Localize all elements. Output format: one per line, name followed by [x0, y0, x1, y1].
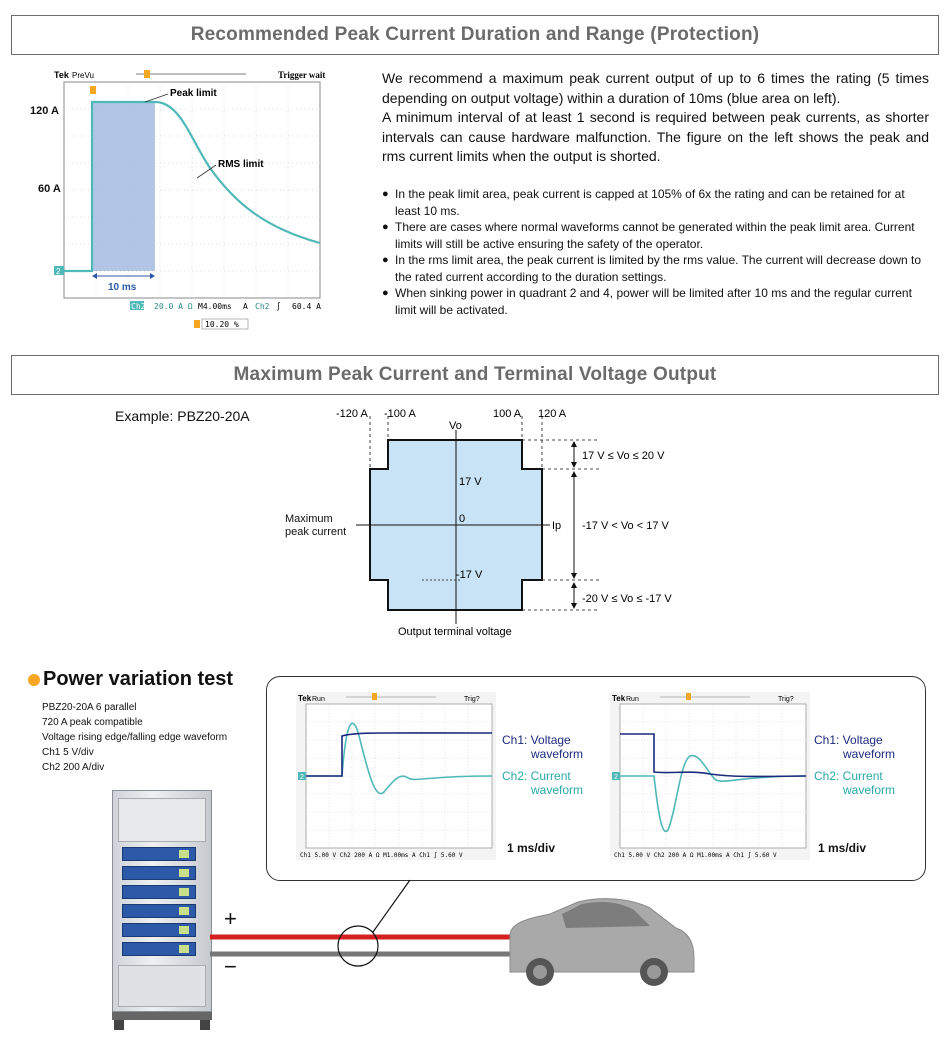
scope-falling-edge [610, 692, 810, 860]
max-peak-line2: peak current [285, 526, 347, 538]
probe-circle [338, 926, 378, 966]
bullet-item: ● When sinking power in quadrant 2 and 4, power will be limited after 10 ms and the regular current limit will be activated. [382, 285, 929, 318]
ip-label: Ip [552, 520, 562, 532]
rack-bottom-panel [118, 965, 206, 1007]
label-120: 120 A [538, 408, 567, 420]
rack-module [122, 885, 196, 899]
scope-b-mode: Run [626, 696, 639, 703]
max-peak-label [285, 513, 346, 539]
scope-b-trig: Trig? [778, 696, 794, 703]
rack-module [122, 904, 196, 918]
footer-ch: Ch2 [131, 302, 146, 311]
section-header-max-peak [11, 355, 939, 395]
y-label-120: 120 A [30, 105, 59, 117]
bullet-item: ● There are cases where normal waveforms cannot be generated within the peak limit area. Current limits will still be active ensuring the safety of the operator. [382, 219, 929, 252]
car-icon [510, 899, 694, 986]
label-100: 100 A [493, 408, 522, 420]
scope-a-brand: Tek [298, 694, 312, 703]
rack-module [122, 847, 196, 861]
y-label-60: 60 A [38, 183, 61, 195]
spec-item: Voltage rising edge/falling edge waveform [42, 732, 228, 743]
section-header-peak-current [11, 15, 939, 55]
spec-item: Ch2 200 A/div [42, 762, 105, 773]
scope-b-marker: 2 [614, 774, 618, 781]
legend-ch1-line2: waveform [531, 747, 584, 761]
footer-ch2: Ch2 [255, 302, 270, 311]
minus-sign: − [224, 954, 237, 979]
bullet-item: ● In the rms limit area, the peak current is limited by the rms value. The current will decrease down to the rated current according to the duration settings. [382, 252, 929, 285]
scope-a-mode: Run [312, 696, 325, 703]
spec-list [42, 700, 227, 775]
scope-trigger: Trigger wait [278, 70, 326, 80]
legend-ch2-b [814, 769, 895, 797]
scope-b-brand: Tek [612, 694, 626, 703]
scope-brand: Tek [54, 70, 69, 80]
cable-and-car-illustration [210, 872, 710, 1012]
label-neg120: -120 A [336, 408, 368, 420]
section-title: Maximum Peak Current and Terminal Voltage Output [233, 364, 717, 385]
legend-ch2-line2: waveform [531, 783, 584, 797]
vneg17-label: -17 V [456, 569, 483, 581]
scope-a-footer: Ch1 5.00 V Ch2 200 A Ω M1.00ms A Ch1 ∫ 5.60 V [300, 852, 463, 859]
range-bot-label: -20 V ≤ Vo ≤ -17 V [582, 593, 672, 605]
section-title: Recommended Peak Current Duration and Range (Protection) [190, 24, 760, 45]
timebase-a: 1 ms/div [507, 841, 556, 855]
legend-ch2-a [502, 769, 583, 797]
peak-limit-area [92, 103, 155, 271]
label-neg100: -100 A [384, 408, 416, 420]
footer-level: 60.4 A [292, 302, 321, 311]
spec-item: PBZ20-20A 6 parallel [42, 702, 137, 713]
timebase-b: 1 ms/div [818, 841, 867, 855]
scope-a-marker: 2 [300, 774, 304, 781]
spec-item: 720 A peak compatible [42, 717, 143, 728]
channel-marker: 2 [56, 267, 61, 276]
zero-label: 0 [459, 513, 466, 525]
legend-ch2-line2: waveform [843, 783, 896, 797]
rack-base [112, 1012, 212, 1020]
rack-top-panel [118, 798, 206, 842]
range-mid-label: -17 V < Vo < 17 V [582, 520, 669, 532]
rack-foot [114, 1020, 124, 1030]
legend-ch1-line2: waveform [843, 747, 896, 761]
legend-ch1-b [814, 733, 895, 761]
example-label: Example: PBZ20-20A [115, 408, 250, 424]
scope-rising-edge [296, 692, 496, 860]
bullet-item: ● In the peak limit area, peak current is capped at 105% of 6x the rating and can be retained for at least 10 ms. [382, 186, 929, 219]
plus-sign: + [224, 906, 237, 931]
paragraph-interval: A minimum interval of at least 1 second is required between peak currents, as shorter intervals can cause hardware malfunction. The figure on the left shows the peak and rms current limits when the output is shorted. [382, 109, 929, 164]
legend-ch1-line1: Ch1: Voltage [814, 733, 883, 747]
footer-scale: 20.0 A Ω [154, 302, 193, 311]
rack-module [122, 942, 196, 956]
rms-limit-label: RMS limit [218, 159, 264, 170]
scope-a-trig: Trig? [464, 696, 480, 703]
v17-label: 17 V [459, 476, 482, 488]
duration-label: 10 ms [108, 282, 137, 293]
output-terminal-label: Output terminal voltage [398, 626, 512, 638]
legend-ch1-a [502, 733, 583, 761]
power-variation-title: Power variation test [43, 668, 234, 690]
footer-time: M4.00ms [198, 302, 232, 311]
footer-a: A [243, 302, 248, 311]
legend-ch2-line1: Ch2: Current [502, 769, 571, 783]
vo-label: Vo [449, 420, 462, 432]
spec-item: Ch1 5 V/div [42, 747, 94, 758]
rack-foot [200, 1020, 210, 1030]
range-top-label: 17 V ≤ Vo ≤ 20 V [582, 450, 665, 462]
footer-pct: 10.20 % [205, 320, 239, 329]
footer-slope: ∫ [276, 302, 281, 311]
bullet-dot-icon [28, 674, 40, 686]
legend-ch2-line1: Ch2: Current [814, 769, 883, 783]
scope-mode: PreVu [72, 71, 94, 80]
rack-module [122, 923, 196, 937]
legend-ch1-line1: Ch1: Voltage [502, 733, 571, 747]
power-supply-rack [112, 790, 212, 1030]
bullet-list [382, 186, 929, 318]
paragraph-recommendation: We recommend a maximum peak current output of up to 6 times the rating (5 times depending on output voltage) within a duration of 10ms (blue area on left). [382, 70, 929, 106]
scope-b-footer: Ch1 5.00 V Ch2 200 A Ω M1.00ms A Ch1 ∫ 5.60 V [614, 852, 777, 859]
rack-module [122, 866, 196, 880]
max-peak-line1: Maximum [285, 513, 333, 525]
peak-limit-label: Peak limit [170, 88, 217, 99]
peak-current-scope-image [50, 68, 330, 338]
